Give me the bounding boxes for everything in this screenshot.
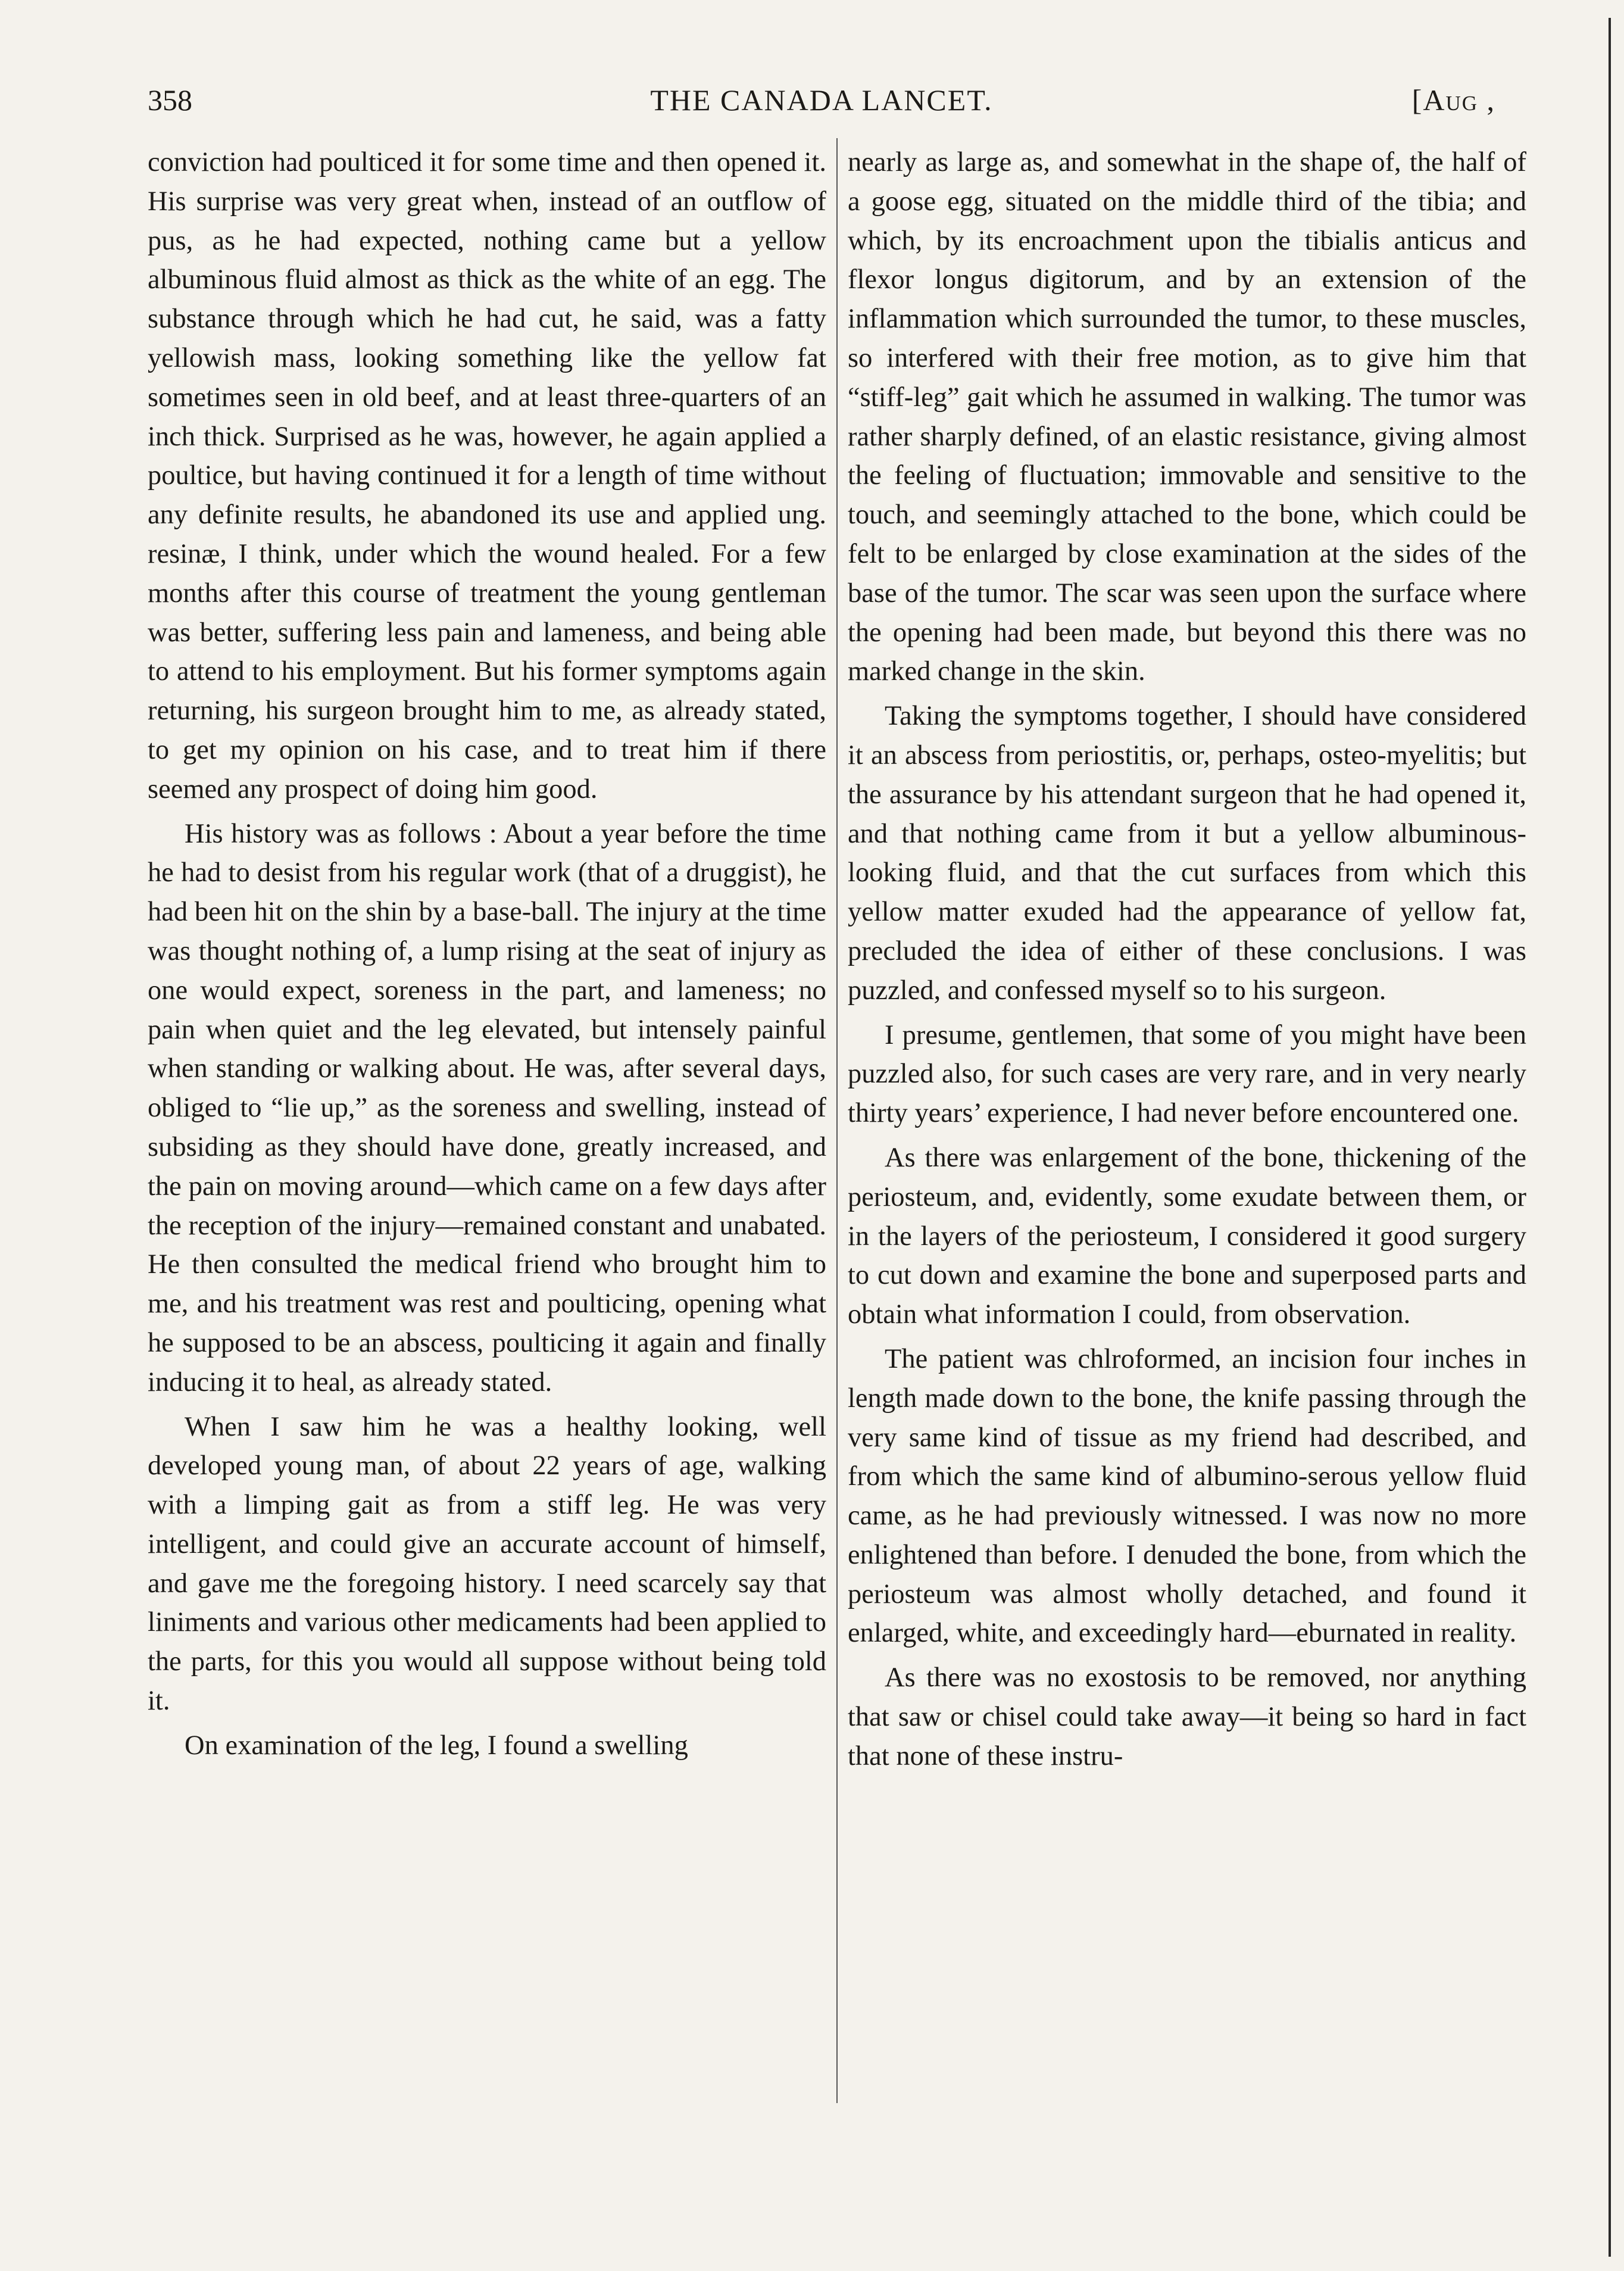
page-number: 358 bbox=[148, 83, 192, 117]
left-column bbox=[148, 143, 826, 1771]
running-header bbox=[148, 76, 1495, 124]
binding-edge-line bbox=[1609, 18, 1611, 2257]
paragraph: As there was no exostosis to be removed, nor anything that saw or chisel could take away—it being so hard in fact that none of these instru- bbox=[848, 1662, 1526, 1771]
right-column bbox=[848, 143, 1526, 1782]
paragraph: When I saw him he was a healthy looking, well developed young man, of about 22 years of age, walking with a limping gait as from a stiff leg. He was very intelligent, and could give an accurate account of himself, and gave me the foregoing history. I need scarcely say that liniments and various other medicaments had been applied to the parts, for this you would all suppose without being told it. bbox=[148, 1411, 826, 1717]
paragraph: The patient was chlroformed, an incision four inches in length made down to the bone, the knife passing through the very same kind of tissue as my friend had described, and from which the same kind of albumino-serous yellow fluid came, as he had previously witnessed. I was now no more enlightened than before. I denuded the bone, from which the periosteum was almost wholly detached, and found it enlarged, white, and exceedingly hard—eburnated in reality. bbox=[848, 1343, 1526, 1649]
paragraph: On examination of the leg, I found a swelling bbox=[185, 1730, 688, 1761]
paragraph: His history was as follows : About a year before the time he had to desist from his regular work (that of a druggist), he had been hit on the shin by a base-ball. The injury at the time was thought nothing of, a lump rising at the seat of injury as one would expect, soreness in the part, and lameness; no pain when quiet and the leg elevated, but intensely painful when standing or walking about. He was, after several days, obliged to “lie up,” as the soreness and swelling, instead of subsiding as they should have done, greatly increased, and the pain on moving around—which came on a few days after the reception of the injury—remained constant and unabated. He then consulted the medical friend who brought him to me, and his treatment was rest and poulticing, opening what he supposed to be an abscess, poulticing it again and finally inducing it to heal, as already stated. bbox=[148, 818, 826, 1397]
paragraph: I presume, gentlemen, that some of you might have been puzzled also, for such cases are very rare, and in very nearly thirty years’ experience, I had never before encountered one. bbox=[848, 1019, 1526, 1129]
journal-title: THE CANADA LANCET. bbox=[650, 83, 993, 117]
issue-month: [Aug , bbox=[1411, 83, 1495, 117]
paragraph: As there was enlargement of the bone, thickening of the periosteum, and, evidently, some exudate between them, or in the layers of the periosteum, I considered it good surgery to cut down and examine the bone and superposed parts and obtain what information I could, from observation. bbox=[848, 1142, 1526, 1330]
paragraph: Taking the symptoms together, I should have considered it an abscess from periostitis, or, perhaps, osteo-myelitis; but the assurance by his attendant surgeon that he had opened it, and that nothing came from it but a yellow albuminous-looking fluid, and that the cut surfaces from which this yellow matter exuded had the appearance of yellow fat, precluded the idea of either of these conclusions. I was puzzled, and confessed myself so to his surgeon. bbox=[848, 701, 1526, 1006]
paragraph: nearly as large as, and somewhat in the shape of, the half of a goose egg, situated on the middle third of the tibia; and which, by its encroachment upon the tibialis anticus and flexor longus digitorum, and by an extension of the inflammation which surrounded the tumor, to these muscles, so interfered with their free motion, as to give him that “stiff-leg” gait which he assumed in walking. The tumor was rather sharply defined, of an elastic resistance, giving almost the feeling of fluctuation; immovable and sensitive to the touch, and seemingly attached to the bone, which could be felt to be enlarged by close examination at the sides of the base of the tumor. The scar was seen upon the surface where the opening had been made, but beyond this there was no marked change in the skin. bbox=[848, 147, 1526, 687]
column-divider bbox=[836, 138, 838, 2103]
paragraph: conviction had poulticed it for some time and then opened it. His surprise was very great when, instead of an outflow of pus, as he had expected, nothing came but a yellow albuminous fluid almost as thick as the white of an egg. The substance through which he had cut, he said, was a fatty yellowish mass, looking something like the yellow fat sometimes seen in old beef, and at least three-quarters of an inch thick. Surprised as he was, however, he again applied a poultice, but having continued it for a length of time without any definite results, he abandoned its use and applied ung. resinæ, I think, under which the wound healed. For a few months after this course of treatment the young gentleman was better, suffering less pain and lameness, and being able to attend to his employment. But his former symptoms again returning, his surgeon brought him to me, as already stated, to get my opinion on his case, and to treat him if there seemed any prospect of doing him good. bbox=[148, 147, 826, 804]
